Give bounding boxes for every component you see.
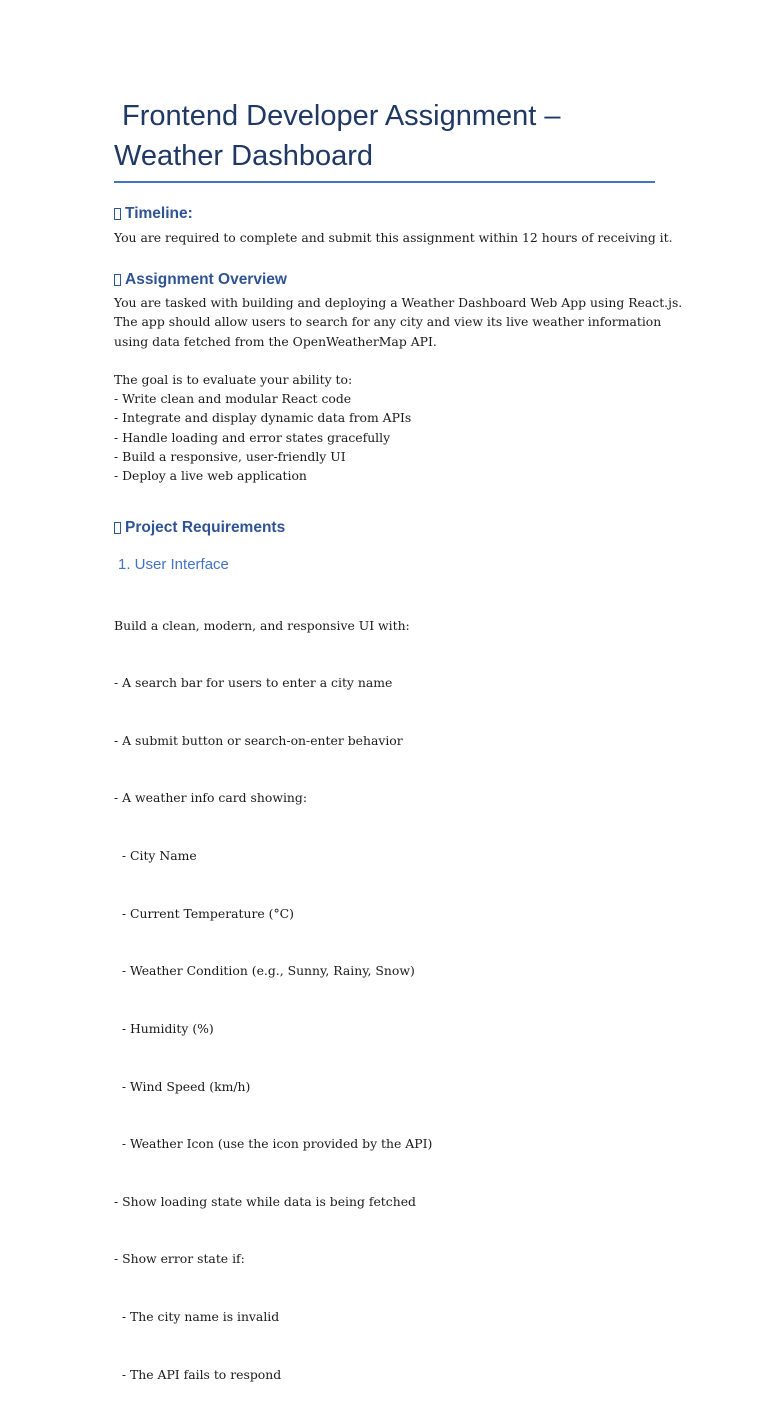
overview-heading	[114, 270, 655, 290]
goal-item: - Handle loading and error states gracefully	[114, 429, 391, 445]
requirement-line: - City Name	[114, 848, 197, 864]
requirement-line: - Current Temperature (°C)	[114, 905, 294, 921]
requirement-line: - Show error state if:	[114, 1251, 245, 1267]
overview-line: using data fetched from the OpenWeatherMap API.	[114, 333, 437, 349]
requirement-line: - A submit button or search-on-enter behavior	[114, 732, 403, 748]
user-interface-list	[114, 577, 655, 1422]
goal-item: - Write clean and modular React code	[114, 391, 352, 407]
goal-intro: The goal is to evaluate your ability to:	[114, 372, 353, 387]
timeline-heading	[114, 204, 655, 224]
goal-item: - Deploy a live web application	[114, 468, 307, 484]
requirement-line: - The city name is invalid	[114, 1308, 280, 1324]
requirement-line: - Show loading state while data is being fetched	[114, 1193, 416, 1209]
missing-glyph-icon	[114, 522, 121, 534]
timeline-heading-text: Timeline:	[125, 205, 193, 222]
goal-item: - Build a responsive, user-friendly UI	[114, 448, 346, 464]
overview-paragraph	[114, 293, 683, 485]
requirement-line: - Weather Condition (e.g., Sunny, Rainy, Snow)	[114, 963, 415, 979]
overview-heading-text: Assignment Overview	[125, 271, 287, 289]
requirement-line: - Wind Speed (km/h)	[114, 1078, 251, 1094]
page-title-line-1: Frontend Developer Assignment –	[114, 100, 561, 132]
requirement-line: - A search bar for users to enter a city name	[114, 675, 393, 691]
requirement-line: - Weather Icon (use the icon provided by the API)	[114, 1136, 433, 1152]
document-page	[114, 96, 683, 1422]
requirements-heading-text: Project Requirements	[125, 519, 286, 537]
requirement-line: - Humidity (%)	[114, 1020, 214, 1036]
overview-line: You are tasked with building and deploying a Weather Dashboard Web App using React.js.	[114, 295, 683, 311]
overview-line: The app should allow users to search for any city and view its live weather information	[114, 314, 662, 330]
page-title-line-2: Weather Dashboard	[114, 140, 374, 172]
requirements-heading	[114, 518, 655, 538]
page-title	[114, 96, 655, 176]
requirement-line: - A weather info card showing:	[114, 790, 307, 806]
missing-glyph-icon	[114, 208, 121, 220]
requirement-line: - The API fails to respond	[114, 1366, 282, 1382]
requirement-line: Build a clean, modern, and responsive UI with:	[114, 617, 410, 633]
missing-glyph-icon	[114, 274, 121, 286]
user-interface-heading: 1. User Interface	[118, 556, 229, 574]
timeline-text: You are required to complete and submit this assignment within 12 hours of receiving it.	[114, 230, 673, 245]
goal-item: - Integrate and display dynamic data from APIs	[114, 410, 412, 426]
